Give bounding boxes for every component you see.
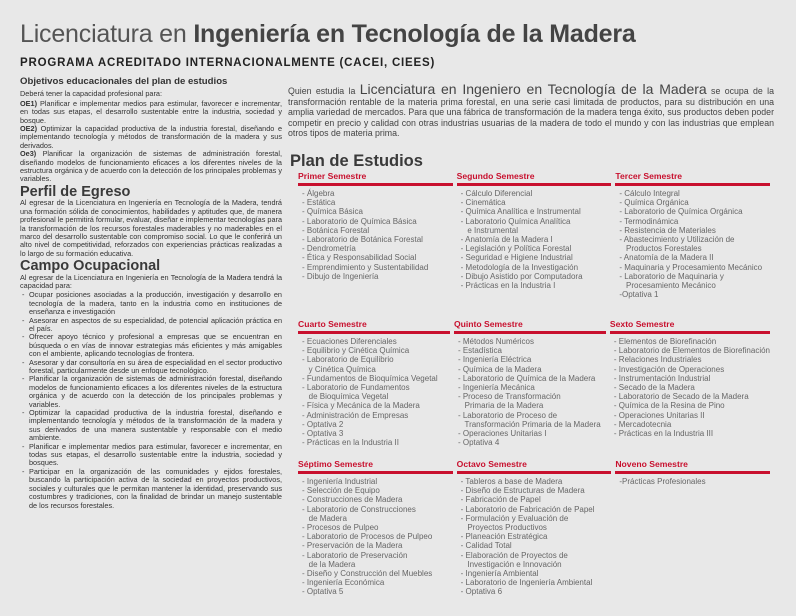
semester-title: Segundo Semestre: [456, 171, 535, 181]
objetivo-text: Planificar la organización de sistemas de administración forestal, diseñando modelos de funcionamiento eficaces a los diferentes niveles de la estructura orgánica y de acuerdo con la detección de los principales problemas y variables.: [20, 149, 282, 184]
semester-grid: [294, 171, 770, 609]
course-item: Primaria de la Madera: [457, 401, 544, 411]
semester-row: [294, 171, 770, 319]
course-item: - Química de la Resina de Pino: [613, 401, 725, 411]
course-item: - Cálculo Diferencial: [460, 189, 533, 198]
course-item: - Dibujo de Ingeniería: [302, 271, 379, 281]
objetivos-lead: Deberá tener la capacidad profesional para:: [20, 89, 162, 99]
objetivo-text: Planificar e implementar medios para estimular, favorecer e incrementar, en todas sus etapas, el desarrollo sustentable entre la industria, sociedad y bosque.: [20, 98, 282, 125]
page-title: [20, 20, 636, 49]
course-item: - Procesos de Pulpeo: [302, 523, 379, 533]
perfil-heading: Perfil de Egreso: [20, 183, 131, 200]
campo-item: - Asesorar en aspectos de su especialidad, de potencial aplicación práctica en el país.: [20, 317, 282, 334]
course-item: - Planeación Estratégica: [460, 532, 548, 542]
objetivo-code: OE1): [20, 98, 38, 108]
objetivos-heading: Objetivos educacionales del plan de estudios: [20, 76, 228, 87]
course-item: - Legislación y Política Forestal: [460, 244, 572, 254]
course-item: - Química de la Madera: [457, 364, 542, 374]
course-item: - Laboratorio de Química Básica: [302, 216, 417, 226]
course-item: Proyectos Productivos: [460, 523, 547, 533]
course-item: - Diseño y Construcción del Muebles: [302, 569, 433, 579]
page-subtitle: PROGRAMA ACREDITADO INTERNACIONALMENTE (CACEI, CIEES): [20, 57, 436, 69]
campo-heading: Campo Ocupacional: [20, 258, 161, 275]
course-item: - Formulación y Evaluación de: [460, 513, 569, 523]
course-item: - Metodología de la Investigación: [460, 262, 579, 272]
course-item: -Optativa 1: [619, 290, 659, 300]
course-item: - Ingeniería Mecánica: [457, 383, 535, 393]
intro-paragraph: [288, 81, 774, 139]
semester-column: [453, 459, 612, 609]
course-list: [615, 477, 770, 486]
course-item: - Resistencia de Materiales: [619, 225, 716, 235]
objetivos-list: [20, 100, 282, 184]
course-item: - Laboratorio de Ingeniería Ambiental: [460, 578, 593, 588]
course-item: - Anatomía de la Madera I: [460, 235, 553, 245]
course-item: de Bioquímica Vegetal: [302, 392, 389, 402]
objetivo-code: Oe3): [20, 149, 37, 159]
semester-divider: [457, 183, 612, 186]
course-item: - Cinemática: [460, 198, 506, 208]
course-item: - Laboratorio de Preservación: [302, 550, 408, 560]
semester-title: Noveno Semestre: [615, 459, 688, 469]
course-item: - Dendrometría: [302, 244, 356, 254]
semester-title: Quinto Semestre: [453, 319, 523, 329]
course-item: Investigación e Innovación: [460, 559, 562, 569]
course-item: - Secado de la Madera: [613, 383, 695, 393]
course-item: - Laboratorio de Procesos de Pulpeo: [302, 532, 433, 542]
course-item: - Laboratorio de Química Orgánica: [619, 207, 743, 217]
course-item: Transformación Primaria de la Madera: [457, 419, 601, 429]
course-item: - Cálculo Integral: [619, 189, 680, 198]
course-list: [610, 337, 770, 438]
course-item: - Termodinámica: [619, 216, 679, 226]
course-item: de Madera: [302, 513, 347, 523]
course-item: - Elaboración de Proyectos de: [460, 550, 568, 560]
semester-column: [294, 319, 450, 459]
semester-column: [611, 171, 770, 319]
course-item: - Relaciones Industriales: [613, 355, 702, 365]
course-item: - Ingeniería Industrial: [302, 477, 378, 486]
campo-item: - Planificar la organización de sistemas de administración forestal, diseñando modelos de funcionamiento eficaces a los diferentes niveles de la estructura orgánica y de acuerdo con la detección de los principales problemas y variables.: [20, 375, 282, 409]
campo-item: - Planificar e implementar medios para estimular, favorecer e incrementar, en todas sus etapas, el desarrollo sustentable entre la industria, sociedad y bosques.: [20, 443, 282, 468]
campo-item: - Participar en la organización de las comunidades y ejidos forestales, buscando la participación activa de la sociedad en proyectos productivos, sociales y culturales que le permitan mantener la identidad, preservando sus costumbres y tradiciones, con la finalidad de brindar un manejo sustentable de los recursos forestales.: [20, 468, 282, 510]
course-item: - Fabricación de Papel: [460, 495, 541, 505]
course-item: - Proceso de Transformación: [457, 392, 561, 402]
course-item: - Seguridad e Higiene Industrial: [460, 253, 573, 263]
objetivo-code: OE2): [20, 124, 38, 134]
semester-column: [450, 319, 606, 459]
course-item: - Optativa 2: [302, 419, 344, 429]
course-item: e Instrumental: [460, 225, 519, 235]
course-item: - Laboratorio de Fundamentos: [302, 383, 410, 393]
course-item: - Mercadotecnia: [613, 419, 672, 429]
campo-lead: Al egresar de la Licenciatura en Ingeniería en Tecnología de la Madera tendrá la capacidad para:: [20, 272, 282, 290]
semester-title: Octavo Semestre: [456, 459, 527, 469]
semester-divider: [298, 331, 450, 334]
course-item: - Laboratorio de Secado de la Madera: [613, 392, 749, 402]
course-item: - Laboratorio de Fabricación de Papel: [460, 504, 595, 514]
title-bold: Ingeniería en Tecnología de la Madera: [193, 20, 636, 48]
course-item: - Fundamentos de Bioquímica Vegetal: [302, 373, 438, 383]
semester-divider: [610, 331, 770, 334]
course-item: -Prácticas Profesionales: [619, 477, 706, 486]
course-list: [615, 189, 770, 299]
semester-column: [294, 459, 453, 609]
course-item: - Ecuaciones Diferenciales: [302, 337, 397, 346]
campo-list: [20, 291, 282, 510]
semester-divider: [298, 471, 453, 474]
semester-column: [294, 171, 453, 319]
course-item: - Laboratorio Química Analítica: [460, 216, 571, 226]
semester-title: Cuarto Semestre: [298, 319, 367, 329]
course-list: [298, 477, 453, 597]
semester-divider: [615, 471, 770, 474]
campo-item: - Ocupar posiciones asociadas a la producción, investigación y desarrollo en tecnología de la madera, tanto en la industria como en instituciones de enseñanza e investigación: [20, 291, 282, 316]
semester-divider: [298, 183, 453, 186]
course-item: - Tableros a base de Madera: [460, 477, 563, 486]
course-item: - Laboratorio de Equilibrio: [302, 355, 394, 365]
course-item: - Física y Mecánica de la Madera: [302, 401, 420, 411]
intro-program-name: Licenciatura en Ingeniero en Tecnología de la Madera: [359, 81, 707, 97]
course-item: - Equilibrio y Cinética Química: [302, 346, 410, 356]
semester-divider: [454, 331, 606, 334]
title-light: Licenciatura en: [20, 20, 187, 48]
course-item: - Administración de Empresas: [302, 410, 409, 420]
semester-column: [606, 319, 770, 459]
intro-post: se ocupa de la transformación rentable de la materia prima forestal, en una serie casi limitada de productos, para su distribución en una amplia variedad de mercados. Para que una fábrica de transformación de la madera tenga éxito, sus productos deben poder competir en precio y calidad con otras industrias usuarias de la madera de todo el mundo y con las industrias que emplean otros tipos de materia prima.: [288, 86, 774, 139]
semester-divider: [457, 471, 612, 474]
course-item: - Optativa 3: [302, 429, 344, 439]
semester-row: [294, 319, 770, 459]
course-item: - Diseño de Estructuras de Madera: [460, 486, 585, 496]
semester-column: [611, 459, 770, 609]
course-item: - Optativa 5: [302, 587, 344, 597]
course-item: Procesamiento Mecánico: [619, 281, 716, 291]
course-item: Productos Forestales: [619, 244, 702, 254]
campo-item: - Optimizar la capacidad productiva de la industria forestal, diseñando e implementando tecnología y métodos de la transformación de la madera y sus derivados de una manera sustentable y responsable con el medio ambiente.: [20, 409, 282, 443]
course-item: - Investigación de Operaciones: [613, 364, 725, 374]
campo-item: - Ofrecer apoyo técnico y profesional a empresas que se encuentran en búsqueda o en vías de innovar estrategias más eficientes y más amigables con el ambiente, aplicando tecnologías de frontera.: [20, 333, 282, 358]
course-item: - Métodos Numéricos: [457, 337, 534, 346]
course-item: - Ingeniería Eléctrica: [457, 355, 532, 365]
course-item: - Elementos de Biorefinación: [613, 337, 717, 346]
plan-heading: Plan de Estudios: [290, 152, 423, 170]
course-item: - Operaciones Unitarias I: [457, 429, 547, 439]
course-item: - Química Básica: [302, 207, 363, 217]
course-list: [298, 189, 453, 281]
course-list: [457, 477, 612, 597]
semester-divider: [615, 183, 770, 186]
objetivo-item: [20, 100, 282, 125]
course-item: - Anatomía de la Madera II: [619, 253, 714, 263]
semester-title: Tercer Semestre: [615, 171, 683, 181]
course-item: - Operaciones Unitarias II: [613, 410, 705, 420]
campo-item: - Asesorar y dar consultoría en su área de especialidad en el sector productivo forestal, particularmente desde un enfoque tecnológico.: [20, 359, 282, 376]
course-item: - Laboratorio de Química de la Madera: [457, 373, 596, 383]
course-item: - Dibujo Asistido por Computadora: [460, 271, 583, 281]
course-item: - Estadística: [457, 346, 502, 356]
course-item: - Química Orgánica: [619, 198, 689, 208]
course-item: - Maquinaria y Procesamiento Mecánico: [619, 262, 763, 272]
course-item: - Ingeniería Ambiental: [460, 569, 539, 579]
course-item: - Laboratorio de Proceso de: [457, 410, 558, 420]
semester-title: Séptimo Semestre: [298, 459, 373, 469]
objetivo-item: [20, 150, 282, 184]
course-item: - Ética y Responsabilidad Social: [302, 253, 417, 263]
left-column: [20, 78, 282, 510]
semester-title: Sexto Semestre: [609, 319, 675, 329]
semester-title: Primer Semestre: [298, 171, 367, 181]
course-item: - Laboratorio de Botánica Forestal: [302, 235, 423, 245]
course-item: - Prácticas en la Industria I: [460, 281, 556, 291]
intro-pre: Quien estudia la: [288, 86, 360, 96]
course-list: [298, 337, 450, 447]
course-item: - Prácticas en la Industria III: [613, 429, 714, 439]
course-item: - Construcciones de Madera: [302, 495, 403, 505]
course-item: - Instrumentación Industrial: [613, 373, 711, 383]
course-item: - Estática: [302, 198, 336, 208]
perfil-text: Al egresar de la Licenciatura en Ingeniería en Tecnología de la Madera, tendrá una formación sólida de conocimientos, habilidades y aptitudes que, de manera profesional le permitirá formular, evaluar, diseñar e implementar tecnologías para la transformación de los recursos forestales maderables y no maderables en el marco del desarrollo sustentable con compromiso social. Lo que le conferirá un alto nivel de competitividad, reforzados con experiencias prácticas realizadas a lo largo de su formación educativa.: [20, 198, 283, 258]
course-item: - Laboratorio de Maquinaria y: [619, 271, 724, 281]
course-item: y Cinética Química: [302, 364, 376, 374]
course-item: - Preservación de la Madera: [302, 541, 403, 551]
objetivo-text: Optimizar la capacidad productiva de la industria forestal, diseñando e implementando tecnología y métodos de transformación de la madera y sus derivados.: [20, 124, 282, 150]
course-item: - Álgebra: [302, 189, 335, 198]
course-item: - Selección de Equipo: [302, 486, 380, 496]
course-item: - Optativa 6: [460, 587, 503, 597]
semester-row: [294, 459, 770, 609]
course-item: - Emprendimiento y Sustentabilidad: [302, 262, 429, 272]
course-item: - Abastecimiento y Utilización de: [619, 235, 735, 245]
course-item: de la Madera: [302, 559, 356, 569]
course-item: - Botánica Forestal: [302, 225, 370, 235]
course-item: - Calidad Total: [460, 541, 512, 551]
course-item: - Prácticas en la Industria II: [302, 438, 399, 448]
course-item: - Laboratorio de Construcciones: [302, 504, 416, 514]
course-item: - Ingeniería Económica: [302, 578, 385, 588]
semester-column: [453, 171, 612, 319]
course-item: - Optativa 4: [457, 438, 500, 448]
course-item: - Laboratorio de Elementos de Biorefinación: [613, 346, 770, 356]
course-list: [457, 189, 612, 290]
course-list: [454, 337, 606, 447]
objetivo-item: [20, 125, 282, 150]
course-item: - Química Analítica e Instrumental: [460, 207, 581, 217]
